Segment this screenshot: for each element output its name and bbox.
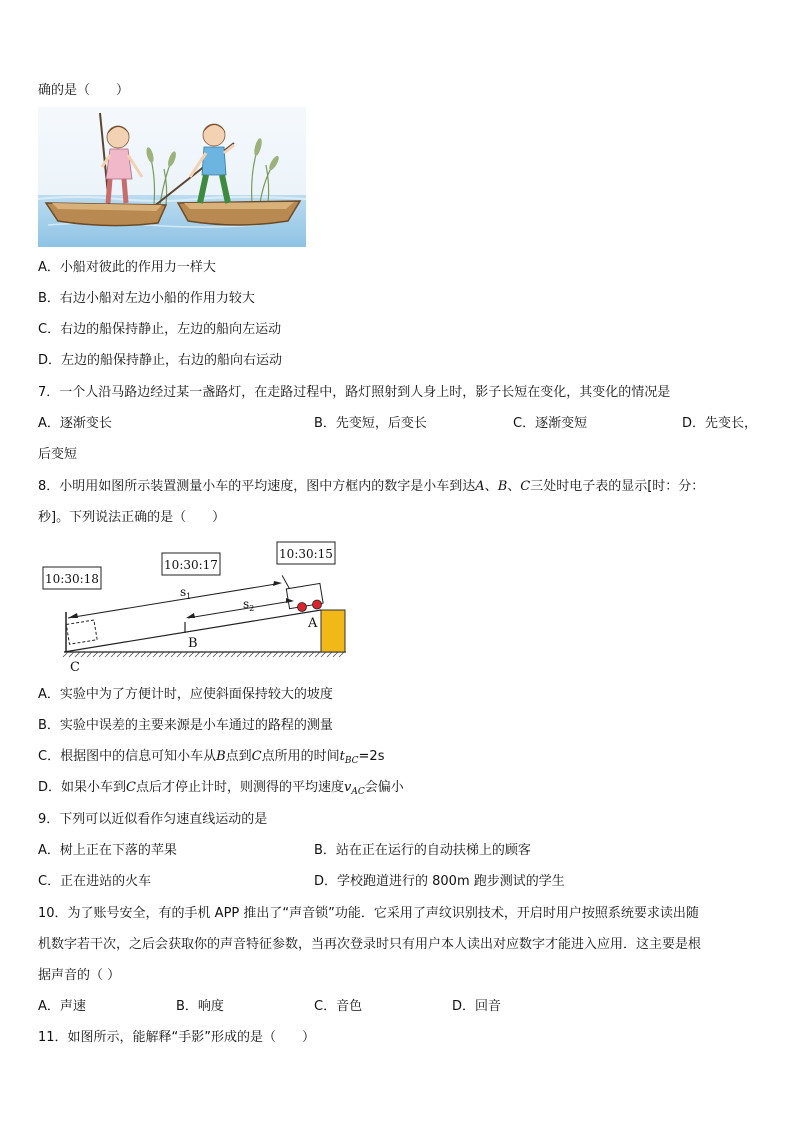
incline-diagram bbox=[38, 540, 350, 675]
q8-stem-line2: 秒]。下列说法正确的是（ ） bbox=[38, 510, 226, 525]
q8-option-d: D．如果小车到C点后才停止计时，则测得的平均速度$v_{AC}$会偏小 bbox=[38, 780, 404, 797]
q7-option-a: A．逐渐变长 bbox=[38, 416, 112, 431]
q7-option-d: D．先变长， bbox=[682, 416, 758, 431]
q8-sep1: 、 bbox=[484, 479, 498, 494]
q8-point-b: B bbox=[497, 479, 508, 494]
q8-sep2: 、 bbox=[507, 479, 521, 494]
q8-option-b: B．实验中误差的主要来源是小车通过的路程的测量 bbox=[38, 718, 333, 733]
q8-option-c: C．根据图中的信息可知小车从B点到C点所用的时间$t_{BC}=2s$ bbox=[38, 749, 385, 766]
q8-stem-line1 bbox=[38, 478, 704, 496]
q7-option-c: C．逐渐变短 bbox=[513, 416, 588, 431]
q8-stem-a: 8．小明用如图所示装置测量小车的平均速度，图中方框内的数字是小车到达 bbox=[38, 479, 476, 494]
q7-stem: 7．一个人沿马路边经过某一盏路灯，在走路过程中，路灯照射到人身上时，影子长短在变化，其变化的情况是 bbox=[38, 385, 671, 400]
q10-stem-line1: 10．为了账号安全，有的手机 APP 推出了“声音锁”功能．它采用了声纹识别技术，开启时用户按照系统要求读出随 bbox=[38, 906, 699, 921]
q6-stem-tail: 确的是（ ） bbox=[38, 83, 130, 98]
label-s2: $s_2$ bbox=[243, 597, 255, 613]
q10-option-a: A．声速 bbox=[38, 999, 86, 1014]
q11-stem: 11．如图所示，能解释“手影”形成的是（ ） bbox=[38, 1030, 316, 1045]
q6-option-b: B．右边小船对左边小船的作用力较大 bbox=[38, 291, 255, 306]
time-box-b: 10:30:17 bbox=[164, 558, 218, 572]
time-box-a: 10:30:15 bbox=[279, 547, 333, 561]
q10-option-c: C．音色 bbox=[314, 999, 363, 1014]
label-c: C bbox=[70, 660, 80, 675]
q10-option-b: B．响度 bbox=[176, 999, 224, 1014]
q9-option-d: D．学校跑道进行的 800m 跑步测试的学生 bbox=[314, 874, 565, 889]
q6-option-d: D．左边的船保持静止，右边的船向右运动 bbox=[38, 353, 283, 368]
q9-option-b: B．站在正在运行的自动扶梯上的顾客 bbox=[314, 843, 531, 858]
q10-option-d: D．回音 bbox=[452, 999, 502, 1014]
q10-stem-line3: 据声音的（ ） bbox=[38, 968, 121, 983]
q9-stem: 9．下列可以近似看作匀速直线运动的是 bbox=[38, 812, 268, 827]
q8-option-a: A．实验中为了方便计时，应使斜面保持较大的坡度 bbox=[38, 687, 333, 702]
q8-stem-b: 三处时电子表的显示[时：分： bbox=[530, 479, 705, 494]
label-s1: $s_1$ bbox=[180, 585, 192, 601]
label-b: B bbox=[188, 636, 198, 651]
q6-option-a: A．小船对彼此的作用力一样大 bbox=[38, 260, 216, 275]
boats-picture bbox=[38, 107, 306, 247]
q7-option-b: B．先变短，后变长 bbox=[314, 416, 427, 431]
q9-option-a: A．树上正在下落的苹果 bbox=[38, 843, 177, 858]
q7-option-d-continued: 后变短 bbox=[38, 447, 78, 462]
q8-point-c: C bbox=[520, 479, 531, 494]
incline-figure bbox=[38, 540, 350, 675]
q6-option-c: C．右边的船保持静止，左边的船向左运动 bbox=[38, 322, 282, 337]
q9-option-c: C．正在进站的火车 bbox=[38, 874, 152, 889]
q10-stem-line2: 机数字若干次，之后会获取你的声音特征参数，当再次登录时只有用户本人读出对应数字才能进入应用．这主要是根 bbox=[38, 937, 702, 952]
label-a: A bbox=[308, 616, 318, 631]
boats-illustration bbox=[38, 107, 306, 247]
time-box-c: 10:30:18 bbox=[45, 572, 99, 586]
q8-point-a: A bbox=[475, 479, 485, 494]
